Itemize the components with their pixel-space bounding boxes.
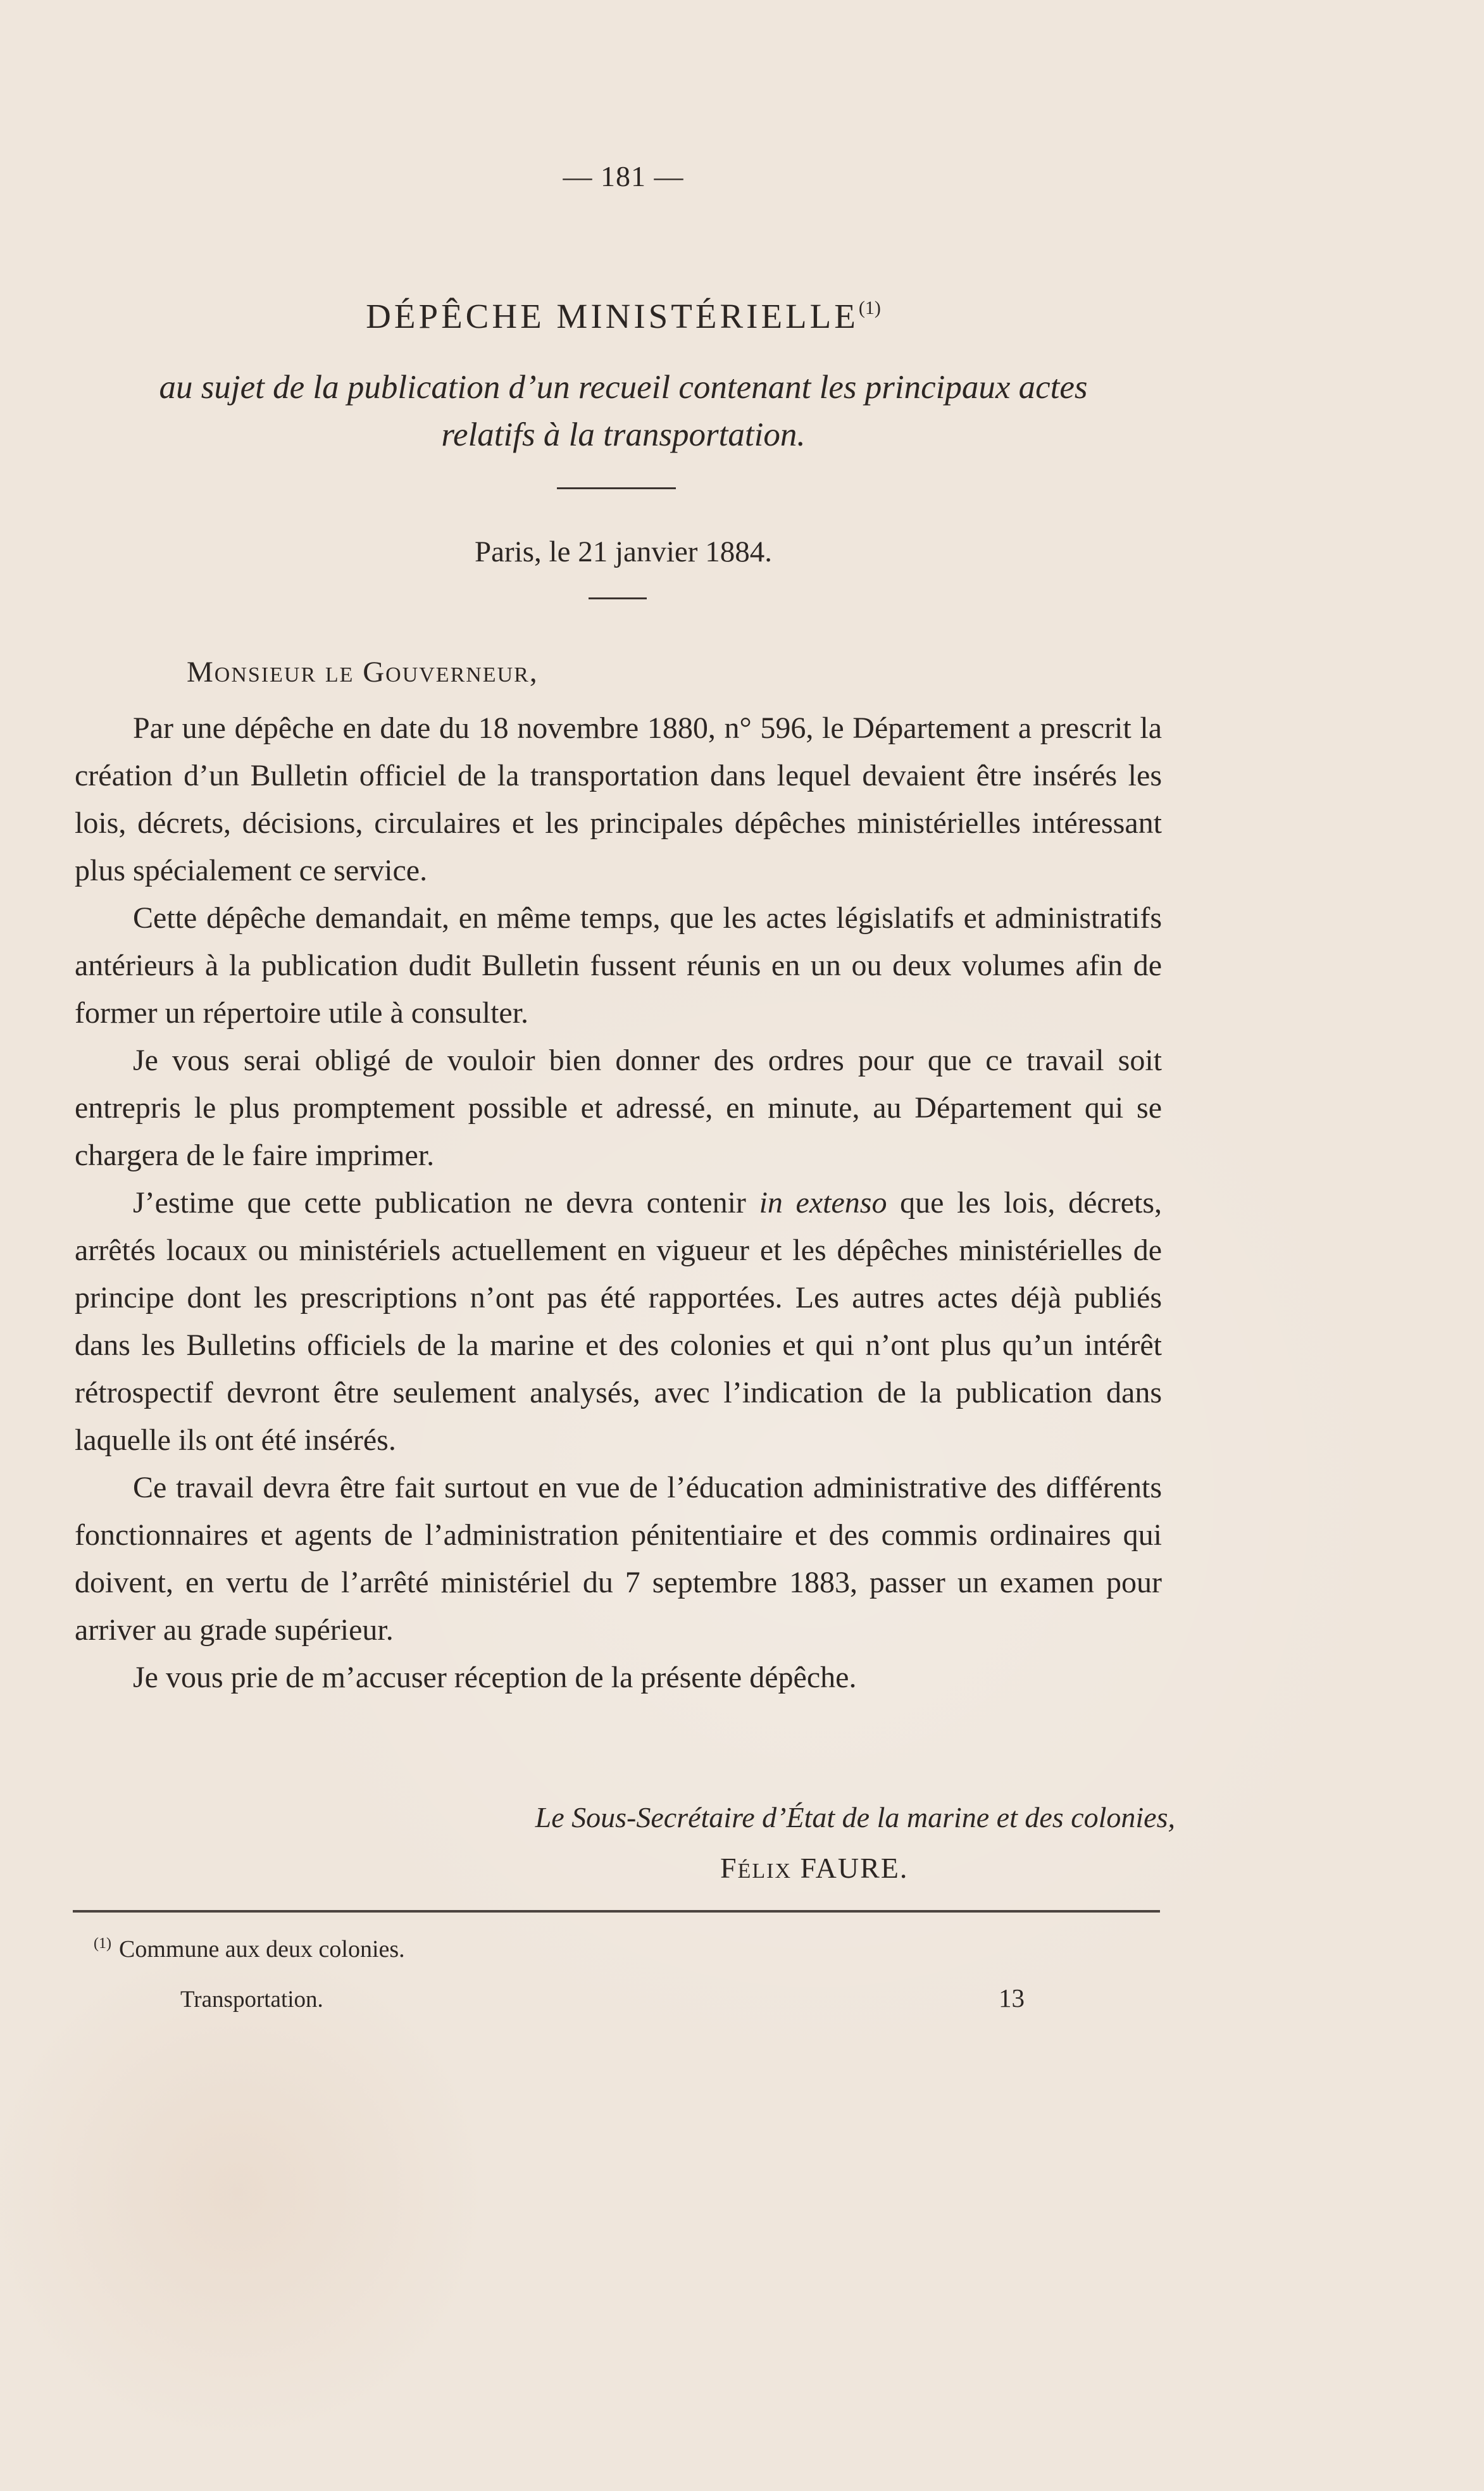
signature-initial: F [720, 1852, 738, 1884]
document-subtitle: au sujet de la publication d’un recueil contenant les principaux actes relatifs à la transportation. [159, 369, 1088, 453]
title-rule [557, 487, 676, 489]
page-number: — 181 — [563, 160, 684, 192]
dateline: Paris, le 21 janvier 1884. [475, 535, 772, 568]
paragraph-4-after: que les lois, décrets, arrêtés locaux ou ministériels actuellement en vigueur et les dépêches ministérielles de principe dont les prescriptions n’ont pas été rapportées. Les autres actes déjà publiés dans les Bulletins officiels de la marine et des colonies et qui n’ont plus qu’un intérêt rétrospectif devront être seulement analysés, avec l’indication de la publication dans laquelle ils ont été insérés. [75, 1186, 1162, 1457]
paragraph-4-before: J’estime que cette publication ne devra contenir [133, 1186, 759, 1220]
signature-last-name: FAURE. [800, 1852, 909, 1884]
salutation-initial-3: G [363, 656, 386, 689]
paragraph-5: Ce travail devra être fait surtout en vue de l’éducation administrative des différents fonctionnaires et agents de l’administration pénitentiaire et des commis ordinaires qui doivent, en vertu de l’arrêté ministériel du 7 septembre 1883, passer un examen pour arriver au grade supérieur. [75, 1471, 1162, 1647]
paragraph-6: Je vous prie de m’accuser réception de la présente dépêche. [133, 1661, 857, 1694]
paragraph-3: Je vous serai obligé de vouloir bien donner des ordres pour que ce travail soit entrepris le plus promptement possible et adressé, en minute, au Département qui se chargera de le faire imprimer. [75, 1044, 1162, 1172]
signature-name [720, 1851, 908, 1885]
footnote [94, 1935, 405, 1963]
salutation-word-2: LE [325, 663, 354, 687]
salutation-initial-1: M [187, 656, 215, 689]
paragraph-4 [75, 1179, 1162, 1464]
letter-body [75, 704, 1162, 1701]
paragraph-4-italic: in extenso [759, 1186, 887, 1220]
signature-title: Le Sous-Secrétaire d’État de la marine et des colonies, [535, 1801, 1175, 1833]
document-title [0, 296, 1247, 336]
footnote-rule [73, 1910, 1160, 1913]
title-footnote-marker: (1) [858, 297, 881, 318]
footnote-marker: (1) [94, 1935, 111, 1952]
date-rule [589, 597, 647, 599]
footnote-text: Commune aux deux colonies. [118, 1936, 405, 1963]
salutation [187, 655, 539, 689]
signature-mark-number: 13 [999, 1983, 1025, 2013]
signature-first-name: ÉLIX [737, 1859, 792, 1883]
title-text: DÉPÊCHE MINISTÉRIELLE [366, 297, 859, 335]
salutation-rest-3: OUVERNEUR [385, 663, 530, 687]
paragraph-1: Par une dépêche en date du 18 novembre 1880, n° 596, le Département a prescrit la création d’un Bulletin officiel de la transportation dans lequel devaient être insérés les lois, décrets, décisions, circulaires et les principales dépêches ministérielles intéressant plus spécialement ce service. [75, 711, 1162, 887]
salutation-rest-1: ONSIEUR [214, 663, 317, 687]
signature-mark-label: Transportation. [180, 1987, 323, 2013]
paragraph-2: Cette dépêche demandait, en même temps, que les actes législatifs et administratifs antérieurs à la publication dudit Bulletin fussent réunis en un ou deux volumes afin de former un répertoire utile à consulter. [75, 901, 1162, 1030]
salutation-punctuation: , [529, 656, 539, 689]
